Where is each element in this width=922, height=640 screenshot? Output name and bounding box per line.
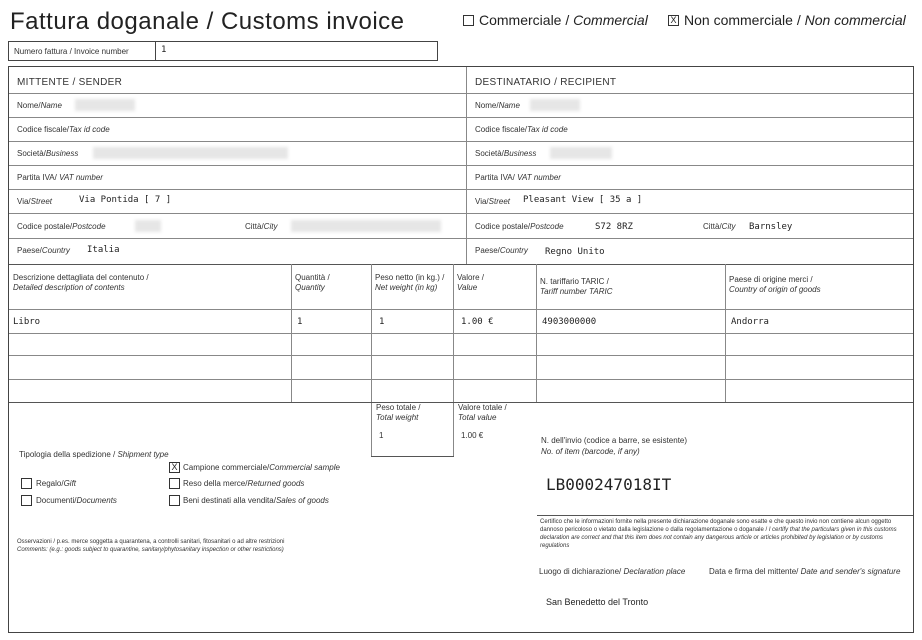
- recipient-business-redacted: [550, 147, 612, 159]
- shipment-sales-label: Beni destinati alla vendita/Sales of goods: [183, 496, 329, 505]
- form-frame: [8, 66, 914, 633]
- col-header-taric: N. tariffario TARIC / Tariff number TARIC: [540, 277, 613, 296]
- col-header-origin: Paese di origine merci / Country of origin of goods: [729, 275, 821, 294]
- recipient-name-label: Nome/Name: [475, 101, 520, 110]
- recipient-vat-label: Partita IVA/ VAT number: [475, 173, 561, 182]
- total-weight-value: 1: [379, 431, 384, 440]
- invoice-number-value: 1: [161, 45, 167, 55]
- total-value-label: Valore totale / Total value: [458, 403, 507, 422]
- invoice-number-divider: [155, 42, 156, 60]
- sender-name-redacted: [75, 99, 135, 111]
- shipment-returned-label: Reso della merce/Returned goods: [183, 479, 305, 488]
- row-divider: [9, 238, 913, 239]
- tracking-number: LB000247018IT: [546, 475, 672, 494]
- shipment-sales-checkbox[interactable]: [169, 495, 180, 506]
- sender-street-label: Via/Street: [17, 197, 52, 206]
- col-header-weight: Peso netto (in kg.) / Net weight (in kg): [375, 273, 445, 292]
- sender-vat-label: Partita IVA/ VAT number: [17, 173, 103, 182]
- total-weight-label: Peso totale / Total weight: [376, 403, 421, 422]
- sender-business-redacted: [93, 147, 288, 159]
- invoice-number-label: Numero fattura / Invoice number: [14, 47, 129, 56]
- recipient-country-label: Paese/Country: [475, 246, 528, 255]
- table-row-divider: [9, 333, 913, 334]
- recipient-business-label: Società/Business: [475, 149, 537, 158]
- sender-name-label: Nome/Name: [17, 101, 62, 110]
- sender-street-value: Via Pontida [ 7 ]: [79, 195, 172, 205]
- shipment-documents-checkbox[interactable]: [21, 495, 32, 506]
- row-origin: Andorra: [731, 317, 769, 327]
- sender-postcode-label: Codice postale/Postcode: [17, 222, 106, 231]
- row-divider: [9, 213, 913, 214]
- sender-country-value: Italia: [87, 245, 120, 255]
- section-divider: [9, 264, 913, 265]
- declaration-place-label: Luogo di dichiarazione/ Declaration place: [539, 567, 686, 576]
- declaration-text: Certifico che le informazioni fornite nella presente dichiarazione doganale sono esatte e che questo invio non contiene alcun oggetto dannoso pericoloso o vietato dalla legislazione o dalla regolamentazione o doganale / I certify that the particulars given in this customs declaration are correct and that this item does not contain any dangerous article or articles prohibited by legislation or by customs regulations: [540, 519, 897, 549]
- sender-city-label: Città/City: [245, 222, 278, 231]
- declaration-place-value: San Benedetto del Tronto: [546, 597, 649, 607]
- table-col-divider: [371, 264, 372, 456]
- row-divider: [9, 165, 913, 166]
- table-row-divider: [9, 379, 913, 380]
- sender-city-redacted: [291, 220, 441, 232]
- shipment-returned-checkbox[interactable]: [169, 478, 180, 489]
- invoice-number-field[interactable]: [8, 41, 438, 61]
- recipient-city-value: Barnsley: [749, 222, 793, 232]
- row-value: 1.00 €: [461, 317, 494, 327]
- signature-label: Data e firma del mittente/ Date and sender's signature: [709, 567, 901, 576]
- total-value-value: 1.00 €: [461, 431, 484, 440]
- row-taric: 4903000000: [542, 317, 597, 327]
- recipient-name-redacted: [530, 99, 580, 111]
- shipment-documents-label: Documenti/Documents: [36, 496, 117, 505]
- recipient-tax-label: Codice fiscale/Tax id code: [475, 125, 568, 134]
- totals-bottom-divider: [371, 456, 454, 457]
- recipient-street-value: Pleasant View [ 35 a ]: [523, 195, 643, 205]
- sender-business-label: Società/Business: [17, 149, 79, 158]
- recipient-country-value: Regno Unito: [545, 247, 605, 257]
- sender-heading: MITTENTE / SENDER: [17, 77, 123, 88]
- recipient-city-label: Città/City: [703, 222, 736, 231]
- section-divider: [9, 93, 913, 94]
- row-weight: 1: [379, 317, 385, 327]
- row-quantity: 1: [297, 317, 303, 327]
- declaration-divider: [537, 515, 913, 516]
- commercial-checkbox[interactable]: [463, 15, 474, 26]
- sender-country-label: Paese/Country: [17, 246, 70, 255]
- recipient-postcode-label: Codice postale/Postcode: [475, 222, 564, 231]
- sender-tax-label: Codice fiscale/Tax id code: [17, 125, 110, 134]
- shipment-sample-label: Campione commerciale/Commercial sample: [183, 463, 340, 472]
- shipment-sample-checkbox[interactable]: X: [169, 462, 180, 473]
- shipment-gift-label: Regalo/Gift: [36, 479, 77, 488]
- row-divider: [9, 117, 913, 118]
- commercial-label: Commerciale / Commercial: [479, 12, 648, 28]
- table-row-divider: [9, 309, 913, 310]
- row-divider: [9, 141, 913, 142]
- recipient-postcode-value: S72 8RZ: [595, 222, 633, 232]
- page-title: Fattura doganale / Customs invoice: [10, 8, 405, 35]
- observations-label: Osservazioni / p.es. merce soggetta a quarantena, a controlli sanitari, fitosanitari o ad altre restrizioni Comments: (e.g.: goods subject to quarantine, sanitary/phytosanitary inspection or other restrictions): [17, 539, 285, 553]
- table-col-divider: [453, 264, 454, 456]
- table-row-divider: [9, 355, 913, 356]
- col-header-value: Valore / Value: [457, 273, 484, 292]
- col-header-description: Descrizione dettagliata del contenuto / Detailed description of contents: [13, 273, 149, 292]
- sender-postcode-redacted: [135, 220, 161, 232]
- tracking-label: N. dell'invio (codice a barre, se esistente) No. of item (barcode, if any): [541, 436, 688, 456]
- shipment-gift-checkbox[interactable]: [21, 478, 32, 489]
- recipient-street-label: Via/Street: [475, 197, 510, 206]
- col-header-quantity: Quantità / Quantity: [295, 273, 330, 292]
- shipment-type-label: Tipologia della spedizione / Shipment type: [19, 450, 169, 459]
- row-description: Libro: [13, 317, 41, 327]
- non-commercial-label: Non commerciale / Non commercial: [684, 12, 906, 28]
- non-commercial-checkbox[interactable]: X: [668, 15, 679, 26]
- row-divider: [9, 189, 913, 190]
- recipient-heading: DESTINATARIO / RECIPIENT: [475, 77, 617, 88]
